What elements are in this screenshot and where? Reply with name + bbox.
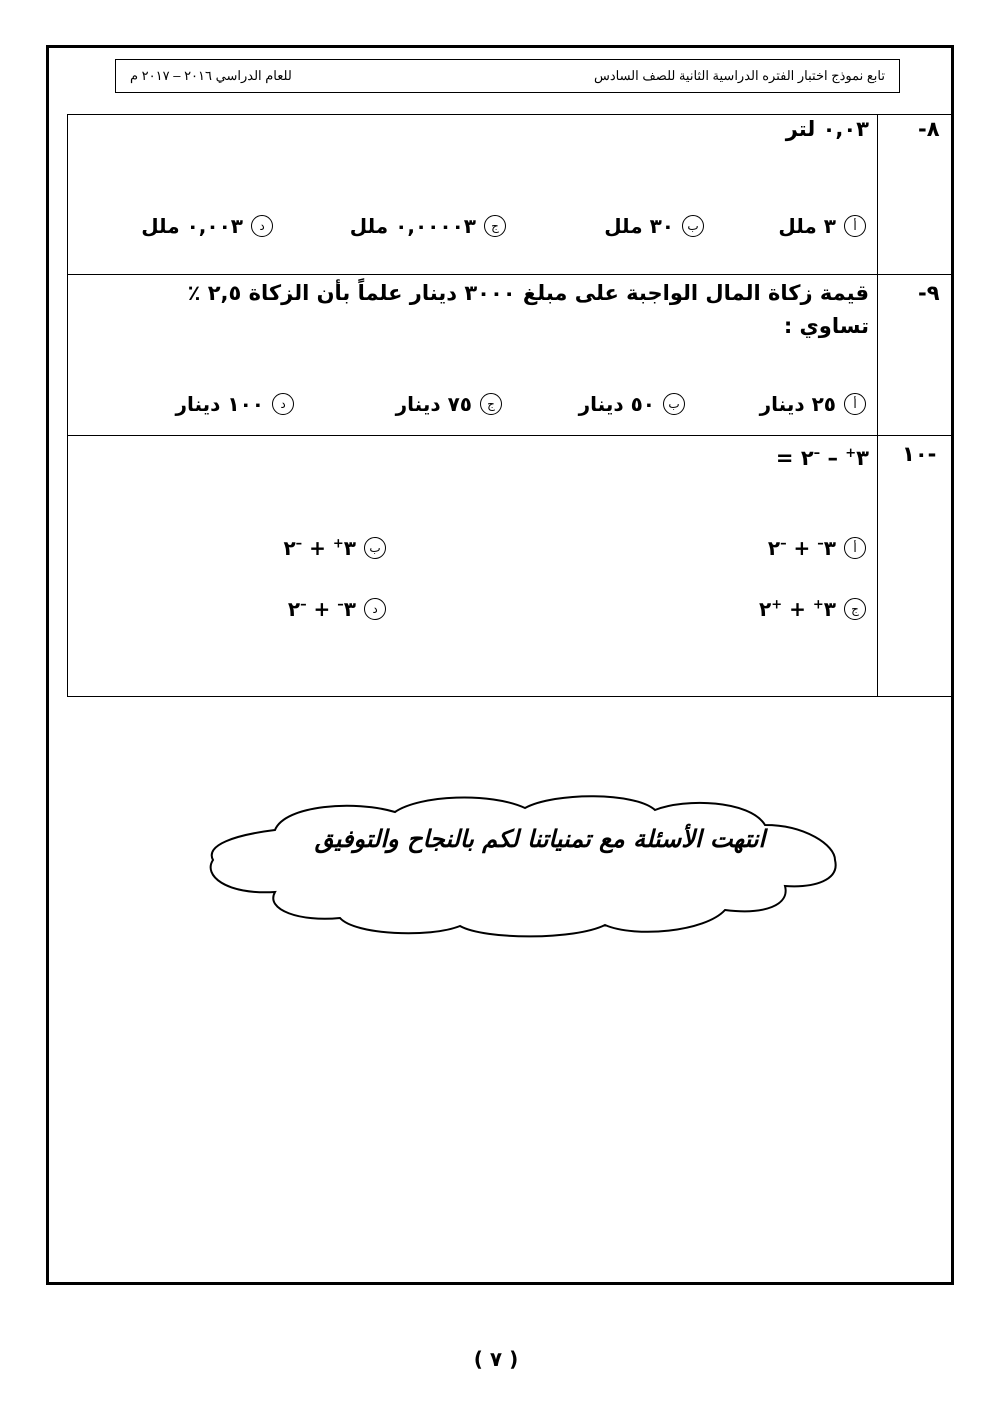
closing-message: انتهت الأسئلة مع تمنياتنا لكم بالنجاح والتوفيق: [314, 824, 766, 853]
question-9-number: ٩-: [918, 281, 940, 305]
expr-operator: –: [827, 446, 838, 470]
option-expression: ٣+ + +٢: [759, 597, 836, 621]
expr-sign-1: +: [845, 446, 857, 461]
option-letter-b: ب: [364, 537, 386, 559]
option-letter-b: ب: [682, 215, 704, 237]
question-8-option-c[interactable]: [340, 214, 506, 238]
option-letter-d: د: [272, 393, 294, 415]
option-value: ٧٥ دينار: [395, 392, 472, 416]
option-value: ٣ ملل: [778, 214, 836, 238]
question-10-option-d[interactable]: [278, 597, 386, 621]
number-column-divider: [877, 115, 878, 696]
option-expression: ٣– + –٢: [287, 597, 356, 621]
question-10-option-a[interactable]: [758, 536, 866, 560]
question-10-option-c[interactable]: [749, 597, 866, 621]
header-year: للعام الدراسي ٢٠١٦ – ٢٠١٧ م: [130, 68, 292, 83]
option-value: ١٠٠ دينار: [175, 392, 264, 416]
question-9-option-b[interactable]: [569, 392, 685, 416]
question-8-option-a[interactable]: [768, 214, 866, 238]
question-9-option-d[interactable]: [165, 392, 294, 416]
row-divider: [68, 274, 953, 275]
option-value: ٥٠ دينار: [578, 392, 655, 416]
option-expression: ٣+ + –٢: [283, 536, 356, 560]
question-9-option-c[interactable]: [386, 392, 502, 416]
option-expression: ٣– + –٢: [767, 536, 836, 560]
question-8-option-b[interactable]: [594, 214, 704, 238]
option-letter-c: ج: [484, 215, 506, 237]
question-10-number: -١٠: [902, 442, 937, 466]
option-letter-d: د: [251, 215, 273, 237]
option-letter-c: ج: [480, 393, 502, 415]
option-letter-a: أ: [844, 215, 866, 237]
option-value: ٠,٠٠٠٠٣ ملل: [349, 214, 476, 238]
option-value: ٣٠ ملل: [604, 214, 674, 238]
option-value: ٢٥ دينار: [759, 392, 836, 416]
question-8-option-d[interactable]: [131, 214, 273, 238]
question-10-option-b[interactable]: [273, 536, 386, 560]
expr-base-2: ٢: [800, 446, 814, 470]
exam-header: [115, 59, 900, 93]
question-9-text-line1: قيمة زكاة المال الواجبة على مبلغ ٣٠٠٠ دينار علماً بأن الزكاة ٢,٥ ٪: [187, 281, 869, 305]
question-8-number: ٨-: [918, 117, 940, 141]
expr-equals: =: [775, 446, 794, 470]
option-letter-d: د: [364, 598, 386, 620]
cloud-shape: [205, 790, 845, 940]
row-divider: [68, 435, 953, 436]
option-letter-b: ب: [663, 393, 685, 415]
header-title: تابع نموذج اختبار الفتره الدراسية الثانية للصف السادس: [593, 68, 885, 83]
option-letter-a: أ: [844, 537, 866, 559]
option-letter-c: ج: [844, 598, 866, 620]
option-letter-a: أ: [844, 393, 866, 415]
page-number: ( ٧ ): [473, 1347, 519, 1371]
question-9-text-line2: تساوي :: [783, 314, 869, 338]
expr-base-1: ٣: [856, 446, 869, 470]
question-10-expression: [776, 446, 869, 470]
expr-sign-2: –: [813, 446, 821, 461]
option-value: ٠,٠٠٣ ملل: [141, 214, 243, 238]
question-8-text: ٠,٠٣ لتر: [785, 117, 869, 141]
question-9-option-a[interactable]: [750, 392, 866, 416]
